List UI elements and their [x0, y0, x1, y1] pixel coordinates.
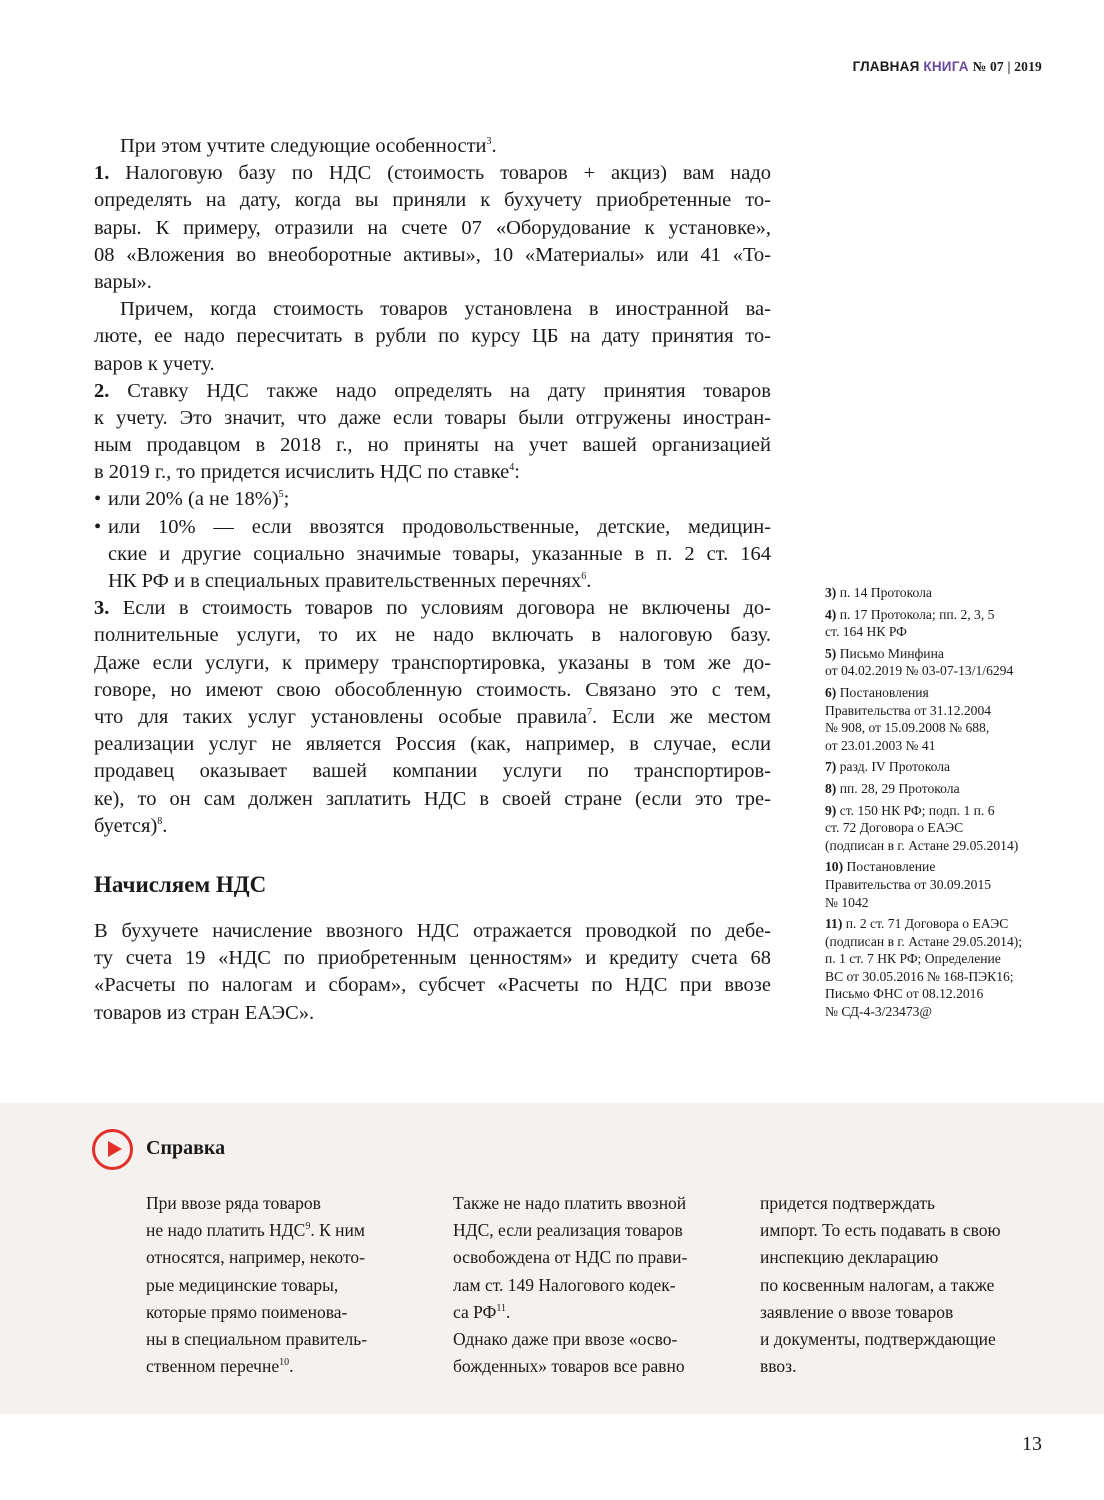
line-text: относятся, например, некото-: [146, 1247, 365, 1268]
footnote-text: ст. 164 НК РФ: [825, 624, 907, 640]
text-line: [94, 945, 771, 972]
line-text: варов к учету.: [94, 352, 215, 375]
footnote-number: 5): [825, 645, 837, 661]
text-line: [94, 786, 771, 813]
text-line: [94, 568, 771, 595]
line-text: придется подтверждать: [760, 1193, 935, 1213]
footnote-text: Письмо Минфина: [839, 645, 944, 661]
footnote: [825, 915, 1050, 1021]
text-line: [94, 758, 771, 785]
footnote-number: 8): [825, 780, 837, 796]
text-line: [760, 1326, 1045, 1353]
info-box-column: [453, 1190, 738, 1380]
line-text: рые медицинские товары,: [146, 1274, 339, 1295]
text-line: [760, 1299, 1045, 1326]
footnote: [825, 802, 1050, 855]
line-text: вары».: [94, 270, 152, 293]
footnote-text: № 908, от 15.09.2008 № 688,: [825, 720, 990, 736]
line-text: При ввозе ряда товаров: [146, 1193, 321, 1213]
footnote-text: п. 14 Протокола: [839, 585, 932, 600]
text-line: [94, 514, 771, 541]
footnote: [825, 645, 1050, 680]
line-text: ным продавцом в 2018 г., но приняты на учет вашей организацией: [94, 434, 771, 457]
line-text: НК РФ и в специальных правительственных перечнях: [108, 570, 582, 592]
footnote-number: 7): [825, 759, 837, 775]
footnote-text: Письмо ФНС от 08.12.2016: [825, 986, 984, 1002]
line-text: 08 «Вложения во внеоборотные активы», 10 «Материалы» или 41 «То-: [94, 243, 771, 266]
footnote-text: разд. IV Протокола: [839, 759, 951, 775]
text-line: [760, 1190, 1045, 1217]
line-text: люте, ее надо пересчитать в рубли по курсу ЦБ на дату принятия то-: [94, 325, 771, 348]
line-text: ту счета 19 «НДС по приобретенным ценностям» и кредиту счета 68: [94, 947, 771, 970]
line-text: к учету. Это значит, что даже если товары были отгружены иностран-: [94, 406, 771, 429]
footnote: [825, 858, 1050, 911]
text-line: [760, 1272, 1045, 1299]
line-tail: . К ним: [310, 1220, 365, 1241]
text-line: [453, 1299, 738, 1326]
line-text: товаров из стран ЕАЭС».: [94, 1001, 315, 1024]
line-text: или 20% (а не 18%): [108, 488, 279, 511]
text-line: [453, 1217, 738, 1244]
footnote-text: пп. 28, 29 Протокола: [839, 780, 960, 796]
text-line: [94, 813, 771, 840]
line-text: освобождена от НДС по прави-: [453, 1247, 688, 1268]
brand-part1: ГЛАВНАЯ: [852, 59, 920, 74]
line-text: по косвенным налогам, а также: [760, 1274, 995, 1295]
line-text: Если в стоимость товаров по условиям договора не включены до-: [109, 597, 771, 620]
footnote-text: от 04.02.2019 № 03-07-13/1/6294: [825, 663, 1014, 679]
footnote-text: п. 17 Протокола; пп. 2, 3, 5: [839, 606, 995, 622]
line-text: не надо платить НДС: [146, 1220, 306, 1241]
footnote-text: п. 1 ст. 7 НК РФ; Определение: [825, 951, 1001, 967]
line-tail: .: [289, 1356, 294, 1377]
footnote-text: от 23.01.2003 № 41: [825, 737, 936, 753]
line-text: Налоговую базу по НДС (стоимость товаров + акциз) вам надо: [109, 162, 771, 185]
text-line: [94, 650, 771, 677]
brand-part2: КНИГА: [923, 59, 969, 74]
text-line: [94, 160, 771, 187]
footnote-ref: 4: [509, 462, 515, 474]
line-text: са РФ: [453, 1301, 497, 1322]
list-number: 3.: [94, 597, 110, 620]
footnote-text: п. 2 ст. 71 Договора о ЕАЭС: [845, 916, 1009, 932]
text-line: [94, 677, 771, 704]
text-line: [94, 351, 771, 378]
text-line: [94, 405, 771, 432]
footnote-text: ст. 72 Договора о ЕАЭС: [825, 820, 964, 836]
footnote-text: ст. 150 НК РФ; подп. 1 п. 6: [839, 802, 995, 818]
footnote: [825, 780, 1050, 798]
text-line: [94, 296, 771, 323]
text-line: [94, 704, 771, 731]
text-line: [94, 323, 771, 350]
text-line: [94, 133, 771, 160]
text-line: [94, 731, 771, 758]
footnote-number: 6): [825, 684, 837, 700]
text-line: [94, 622, 771, 649]
line-text: лам ст. 149 Налогового кодек-: [453, 1274, 676, 1295]
footnote: [825, 758, 1050, 776]
text-line: [146, 1353, 431, 1380]
text-line: [760, 1353, 1045, 1380]
text-line: [453, 1190, 738, 1217]
line-text: При этом учтите следующие особенности: [120, 135, 487, 157]
line-text: Ставку НДС также надо определять на дату принятия товаров: [109, 379, 771, 402]
text-line: [94, 918, 771, 945]
line-text: В бухучете начисление ввозного НДС отражается проводкой по дебе-: [94, 920, 771, 942]
line-tail: .: [586, 570, 592, 592]
line-tail: :: [514, 461, 520, 484]
section-heading: Начисляем НДС: [94, 872, 267, 897]
line-text: инспекцию декларацию: [760, 1247, 939, 1268]
article-body: [94, 133, 771, 840]
text-line: [94, 187, 771, 214]
line-text: Однако даже при ввозе «осво-: [453, 1328, 678, 1349]
text-line: [146, 1272, 431, 1299]
footnote-number: 10): [825, 859, 844, 875]
footnote-text: Правительства от 30.09.2015: [825, 876, 992, 892]
info-box-title: Справка: [146, 1137, 226, 1159]
line-text: заявление о ввозе товаров: [760, 1301, 954, 1322]
line-tail: .: [491, 135, 497, 157]
text-line: [453, 1244, 738, 1271]
line-text: Причем, когда стоимость товаров установлена в иностранной ва-: [120, 298, 771, 321]
line-text: которые прямо поименова-: [146, 1301, 348, 1322]
line-text: что для таких услуг установлены особые правила: [94, 705, 587, 728]
text-line: [146, 1326, 431, 1353]
footnote-number: 9): [825, 802, 837, 818]
footnote-text: Правительства от 31.12.2004: [825, 702, 992, 718]
line-text: импорт. То есть подавать в свою: [760, 1220, 1001, 1241]
footnote-ref: 7: [586, 707, 592, 719]
text-line: [94, 541, 771, 568]
text-line: [94, 486, 771, 513]
line-text: ственном перечне: [146, 1356, 280, 1377]
footnote-text: (подписан в г. Астане 29.05.2014);: [825, 933, 1023, 949]
footnote-ref: 8: [157, 815, 163, 827]
footnote-text: № 1042: [825, 894, 869, 910]
text-line: [94, 378, 771, 405]
line-text: НДС, если реализация товаров: [453, 1220, 683, 1241]
text-line: [453, 1272, 738, 1299]
footnote-text: № СД-4-3/23473@: [825, 1004, 932, 1020]
line-text: ны в специальном правитель-: [146, 1328, 368, 1349]
info-box-column: [146, 1190, 431, 1380]
text-line: [760, 1244, 1045, 1271]
line-text: полнительные услуги, то их не надо включать в налоговую базу.: [94, 624, 771, 647]
line-text: ввоз.: [760, 1356, 797, 1377]
footnote-ref: 11: [496, 1302, 507, 1314]
line-text: вары. К примеру, отразили на счете 07 «Оборудование к установке»,: [94, 216, 771, 239]
line-text: или 10% — если ввозятся продовольственные, детские, медицин-: [108, 515, 771, 538]
text-line: [453, 1353, 738, 1380]
text-line: [94, 269, 771, 296]
footnote-ref: 9: [305, 1221, 311, 1233]
line-text: продавец оказывает вашей компании услуги по транспортиров-: [94, 760, 771, 783]
line-text: божденных» товаров все равно: [453, 1356, 685, 1377]
text-line: [94, 972, 771, 999]
line-tail: .: [162, 814, 168, 837]
footnotes: [825, 584, 1050, 1025]
footnote-text: Постановления: [839, 684, 929, 700]
footnote: [825, 584, 1050, 602]
footnote-number: 3): [825, 585, 837, 600]
line-text: Даже если услуги, к примеру транспортировка, указаны в том же до-: [94, 651, 771, 674]
footnote-number: 4): [825, 606, 837, 622]
footnote-text: (подписан в г. Астане 29.05.2014): [825, 837, 1019, 853]
footnote: [825, 684, 1050, 754]
text-line: [94, 215, 771, 242]
page-number: 13: [1022, 1433, 1042, 1455]
line-tail: ;: [283, 488, 290, 511]
text-line: [94, 242, 771, 269]
line-text: в 2019 г., то придется исчислить НДС по ставке: [94, 461, 510, 484]
text-line: [146, 1190, 431, 1217]
line-tail: .: [506, 1301, 511, 1322]
line-text: говоре, но имеют свою обособленную стоимость. Связано это с тем,: [94, 678, 771, 701]
text-line: [94, 432, 771, 459]
issue-number: № 07 | 2019: [972, 59, 1042, 74]
text-line: [94, 459, 771, 486]
line-text: Также не надо платить ввозной: [453, 1193, 687, 1213]
line-text: «Расчеты по налогам и сборам», субсчет «Расчеты по НДС при ввозе: [94, 974, 771, 997]
footnote-ref: 5: [278, 489, 284, 501]
footnote-text: Постановление: [846, 859, 936, 875]
text-line: [94, 1000, 771, 1027]
footnote: [825, 606, 1050, 641]
line-tail: . Если же местом: [591, 705, 771, 728]
text-line: [94, 595, 771, 622]
line-text: ке), то он сам должен заплатить НДС в своей стране (если это тре-: [94, 787, 771, 810]
line-text: реализации услуг не является Россия (как, например, в случае, если: [94, 733, 771, 756]
line-text: и документы, подтверждающие: [760, 1328, 996, 1349]
footnote-ref: 10: [279, 1357, 290, 1369]
list-number: 2.: [94, 379, 110, 402]
info-box-column: [760, 1190, 1045, 1380]
line-text: буется): [94, 814, 158, 837]
footnote-ref: 6: [581, 571, 587, 583]
section-paragraph: [94, 918, 771, 1027]
footnote-text: ВС от 30.05.2016 № 168-ПЭК16;: [825, 968, 1014, 984]
list-number: 1.: [94, 162, 110, 185]
text-line: [146, 1217, 431, 1244]
text-line: [760, 1217, 1045, 1244]
line-text: определять на дату, когда вы приняли к бухучету приобретенные то-: [94, 189, 771, 212]
running-header: [853, 59, 1042, 75]
text-line: [146, 1244, 431, 1271]
text-line: [146, 1299, 431, 1326]
text-line: [453, 1326, 738, 1353]
play-icon: [92, 1129, 133, 1170]
footnote-ref: 3: [486, 136, 492, 148]
line-text: ские и другие социально значимые товары, указанные в п. 2 ст. 164: [108, 542, 771, 565]
footnote-number: 11): [825, 916, 843, 932]
